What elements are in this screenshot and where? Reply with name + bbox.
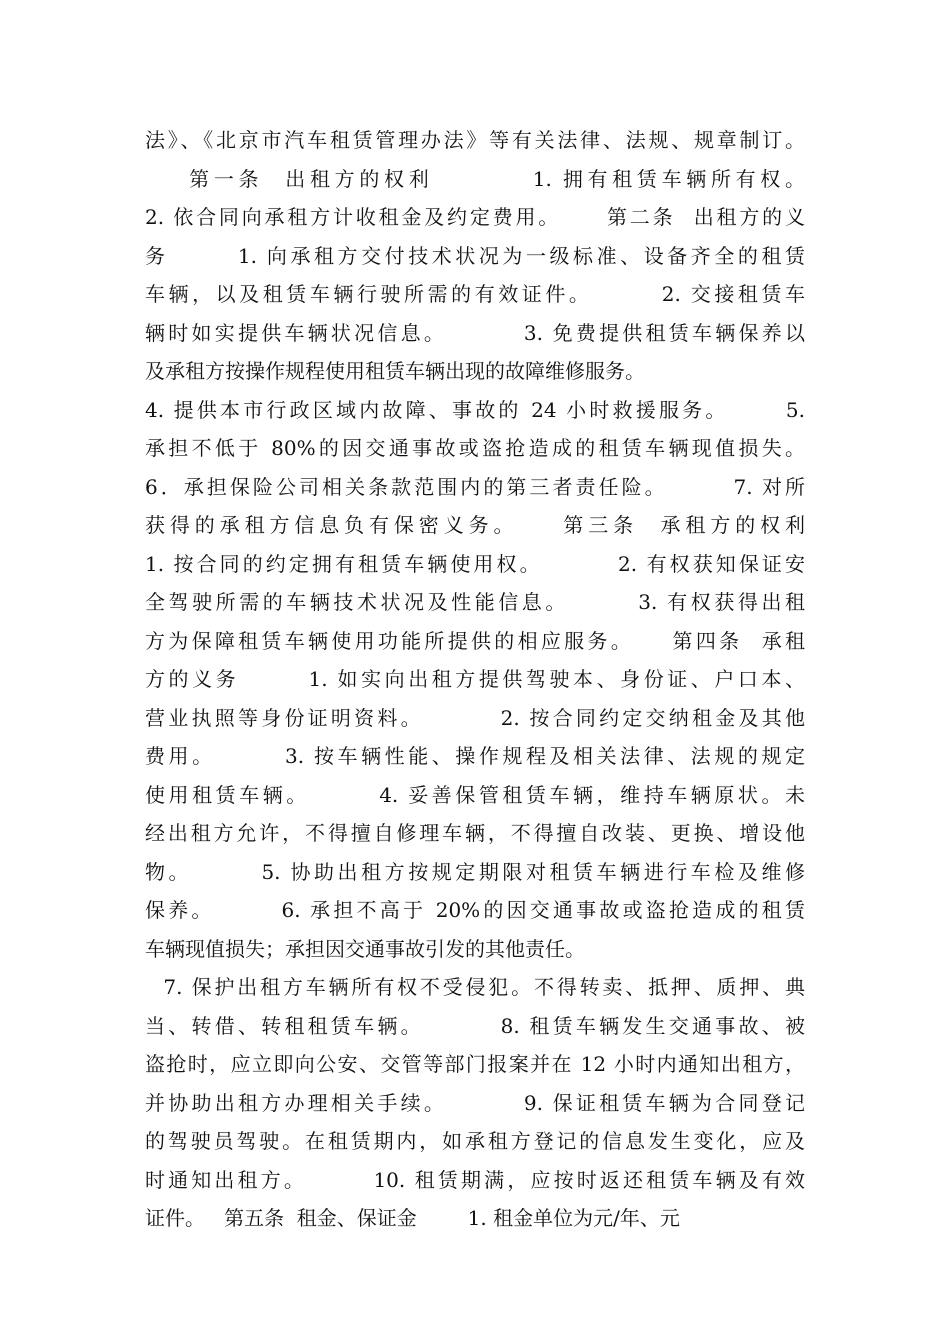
text-line: 及承租方按操作规程使用租赁车辆出现的故障维修服务。	[145, 359, 645, 383]
text-line: 辆时如实提供车辆状况信息。 3. 免费提供租赁车辆保养以	[145, 320, 805, 345]
text-line: 2. 依合同向承租方计收租金及约定费用。 第二条 出租方的义	[145, 205, 805, 229]
text-line: 获得的承租方信息负有保密义务。 第三条 承租方的权利	[145, 513, 805, 537]
text-line: 方的义务 1. 如实向出租方提供驾驶本、身份证、户口本、	[145, 667, 805, 691]
text-line: 当、转借、转租租赁车辆。 8. 租赁车辆发生交通事故、被	[145, 1013, 805, 1038]
text-line: 使用租赁车辆。 4. 妥善保管租赁车辆，维持车辆原状。未	[145, 782, 805, 807]
text-line: 营业执照等身份证明资料。 2. 按合同约定交纳租金及其他	[145, 705, 805, 730]
text-line: 第一条 出租方的权利 1. 拥有租赁车辆所有权。	[145, 166, 805, 191]
text-line: 经出租方允许，不得擅自修理车辆，不得擅自改装、更换、增设他	[145, 821, 805, 845]
text-line: 物。 5. 协助出租方按规定期限对租赁车辆进行车检及维修	[145, 859, 805, 884]
text-line: 法》、《北京市汽车租赁管理办法》等有关法律、法规、规章制订。	[145, 128, 805, 152]
text-line: 承担不低于 80%的因交通事故或盗抢造成的租赁车辆现值损失。	[145, 436, 805, 460]
text-line: 费用。 3. 按车辆性能、操作规程及相关法律、法规的规定	[145, 744, 805, 768]
text-line: 时通知出租方。 10. 租赁期满，应按时返还租赁车辆及有效	[145, 1167, 805, 1192]
text-line: 6．承担保险公司相关条款范围内的第三者责任险。 7. 对所	[145, 474, 805, 499]
text-line: 盗抢时，应立即向公安、交管等部门报案并在 12 小时内通知出租方，	[145, 1052, 805, 1076]
text-line: 保养。 6. 承担不高于 20%的因交通事故或盗抢造成的租赁	[145, 898, 805, 922]
contract-body-text	[145, 121, 805, 1238]
text-line: 车辆现值损失；承担因交通事故引发的其他责任。	[145, 936, 585, 961]
text-line: 7. 保护出租方车辆所有权不受侵犯。不得转卖、抵押、质押、典	[145, 975, 805, 999]
text-line: 车辆，以及租赁车辆行驶所需的有效证件。 2. 交接租赁车	[145, 282, 805, 306]
text-line: 1. 按合同的约定拥有租赁车辆使用权。 2. 有权获知保证安	[145, 551, 805, 576]
text-line: 全驾驶所需的车辆技术状况及性能信息。 3. 有权获得出租	[145, 590, 805, 614]
text-line: 务 1. 向承租方交付技术状况为一级标准、设备齐全的租赁	[145, 243, 805, 268]
text-line: 并协助出租方办理相关手续。 9. 保证租赁车辆为合同登记	[145, 1090, 805, 1115]
text-line: 4. 提供本市行政区域内故障、事故的 24 小时救援服务。 5.	[145, 397, 805, 422]
text-line: 的驾驶员驾驶。在租赁期内，如承租方登记的信息发生变化，应及	[145, 1129, 805, 1153]
text-line: 方为保障租赁车辆使用功能所提供的相应服务。 第四条 承租	[145, 628, 805, 653]
text-line: 证件。 第五条 租金、保证金 1. 租金单位为元/年、元	[145, 1206, 680, 1230]
